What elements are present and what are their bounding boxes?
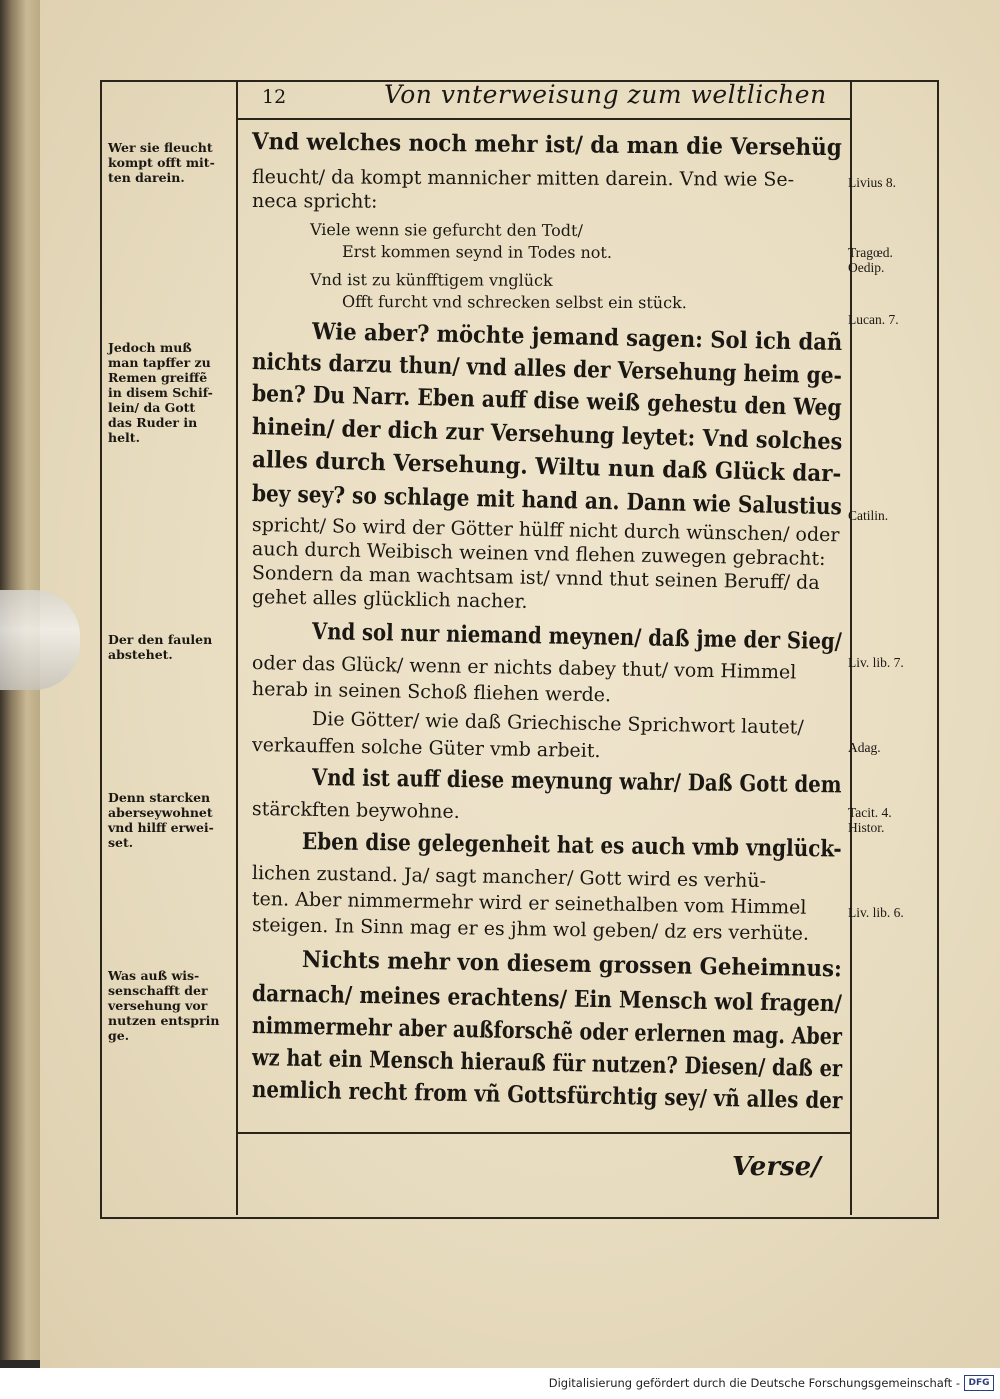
page-number: 12 <box>262 86 287 108</box>
citation-note <box>848 905 938 920</box>
marginal-note-line: ten darein. <box>108 170 185 185</box>
body-line: lichen zustand. Ja/ sagt mancher/ Gott wird es verhü- <box>251 862 767 893</box>
marginal-note-line: aberseywohnet <box>108 805 213 820</box>
marginal-note <box>108 340 234 445</box>
citation-line: Liv. lib. 6. <box>848 905 904 920</box>
dfg-logo: DFG <box>964 1375 994 1391</box>
body-line: verkauffen solche Güter vmb arbeit. <box>251 734 601 763</box>
running-head: Von vnterweisung zum weltlichen <box>384 80 827 109</box>
marginal-note-line: das Ruder in <box>108 415 198 430</box>
body-line: herab in seinen Schoß fliehen werde. <box>251 678 612 707</box>
left-column-rule <box>236 80 238 1215</box>
marginal-note <box>108 140 234 185</box>
citation-line: Oedip. <box>848 260 885 275</box>
body-line: gehet alles glücklich nacher. <box>251 586 528 613</box>
citation-line: Liv. lib. 7. <box>848 655 904 670</box>
marginal-note-line: man tapffer zu <box>108 355 211 370</box>
citation-line: Lucan. 7. <box>848 312 899 327</box>
citation-line: Tragœd. <box>848 245 893 260</box>
marginal-note-line: kompt offt mit- <box>108 155 215 170</box>
marginal-note-line: Der den faulen <box>108 632 213 647</box>
body-line: Vnd ist auff diese meynung wahr/ Daß Gott dem <box>311 764 842 799</box>
marginal-note <box>108 632 234 662</box>
footer-bar <box>0 1368 1000 1399</box>
citation-line: Catilin. <box>848 508 889 523</box>
body-line: auch durch Weibisch weinen vnd flehen zuwegen gebracht: <box>251 538 826 571</box>
catchword: Verse/ <box>732 1152 821 1182</box>
body-line: neca spricht: <box>251 190 378 213</box>
body-line: Offt furcht vnd schrecken selbst ein stück. <box>341 292 687 313</box>
footer-rule <box>236 1132 852 1134</box>
body-line: ben? Du Narr. Eben auff dise weiß gehestu den Weg <box>251 380 842 422</box>
body-line: Viele wenn sie gefurcht den Todt/ <box>309 220 583 240</box>
marginal-note-line: set. <box>108 835 134 850</box>
body-line: Vnd welches noch mehr ist/ da man die Versehüg <box>251 128 842 162</box>
marginal-note-line: nutzen entsprin <box>108 1013 220 1028</box>
marginal-note-line: ge. <box>108 1028 130 1043</box>
marginal-note-line: Jedoch muß <box>108 340 192 355</box>
marginal-note-line: Wer sie fleucht <box>108 140 213 155</box>
marginal-note-line: vnd hilff erwei- <box>108 820 214 835</box>
body-line: fleucht/ da kompt mannicher mitten darein. Vnd wie Se- <box>251 166 795 191</box>
body-line: stärckften beywohne. <box>251 798 460 823</box>
citation-line: Tacit. 4. <box>848 805 892 820</box>
body-line: oder das Glück/ wenn er nichts dabey thut/ vom Himmel <box>251 652 797 684</box>
header-rule <box>236 118 852 120</box>
citation-line: Adag. <box>848 740 881 755</box>
marginal-note-line: abstehet. <box>108 647 173 662</box>
body-line: Erst kommen seynd in Todes not. <box>341 242 613 262</box>
body-line: Wie aber? möchte jemand sagen: Sol ich dañ <box>311 318 843 357</box>
marginal-note-line: versehung vor <box>108 998 208 1013</box>
citation-note <box>848 740 938 755</box>
body-line: Vnd ist zu künfftigem vnglück <box>309 270 553 290</box>
body-line: Eben dise gelegenheit hat es auch vmb vnglück- <box>301 828 842 863</box>
body-line: Nichts mehr von diesem grossen Geheimnus: <box>301 946 843 983</box>
marginal-note <box>108 790 234 850</box>
body-line: steigen. In Sinn mag er es jhm wol geben/ dz ers verhüte. <box>251 914 810 945</box>
citation-note <box>848 805 938 835</box>
citation-note <box>848 245 938 275</box>
body-line: ten. Aber nimmermehr wird er seinethalben vom Himmel <box>251 888 807 919</box>
body-line: Sondern da man wachtsam ist/ vnnd thut seinen Beruff/ da <box>251 562 820 594</box>
marginal-note-line: lein/ da Gott <box>108 400 196 415</box>
body-line: hinein/ der dich zur Versehung leytet: Vnd solches <box>251 413 843 456</box>
body-line: spricht/ So wird der Götter hülff nicht durch wünschen/ oder <box>251 514 840 547</box>
citation-note <box>848 175 938 190</box>
marginal-note <box>108 968 234 1043</box>
citation-note <box>848 655 938 670</box>
citation-line: Livius 8. <box>848 175 897 190</box>
citation-note <box>848 508 938 523</box>
marginal-note-line: senschafft der <box>108 983 208 998</box>
body-line: darnach/ meines erachtens/ Ein Mensch wol fragen/ <box>251 980 843 1018</box>
body-line: alles durch Versehung. Wiltu nun daß Glück dar- <box>251 446 842 488</box>
marginal-note-line: helt. <box>108 430 140 445</box>
body-line: Vnd sol nur niemand meynen/ daß jme der Sieg/ <box>311 618 843 656</box>
body-line: bey sey? so schlage mit hand an. Dann wie Salustius <box>251 480 843 521</box>
citation-note <box>848 312 938 327</box>
citation-line: Histor. <box>848 820 885 835</box>
footer-credit: Digitalisierung gefördert durch die Deutsche Forschungsgemeinschaft - <box>548 1376 960 1390</box>
marginal-note-line: in disem Schif- <box>108 385 213 400</box>
body-line: Die Götter/ wie daß Griechische Sprichwort lautet/ <box>311 708 804 739</box>
marginal-note-line: Remen greiffẽ <box>108 370 208 385</box>
body-line: nemlich recht from vñ Gottsfürchtig sey/ vñ alles der <box>251 1076 843 1115</box>
body-line: nimmermehr aber außforschẽ oder erlernen mag. Aber <box>251 1012 843 1051</box>
body-line: nichts darzu thun/ vnd alles der Versehung heim ge- <box>251 348 843 390</box>
marginal-note-line: Denn starcken <box>108 790 211 805</box>
marginal-note-line: Was auß wis- <box>108 968 200 983</box>
body-line: wz hat ein Mensch hierauß für nutzen? Diesen/ daß er <box>251 1044 843 1083</box>
